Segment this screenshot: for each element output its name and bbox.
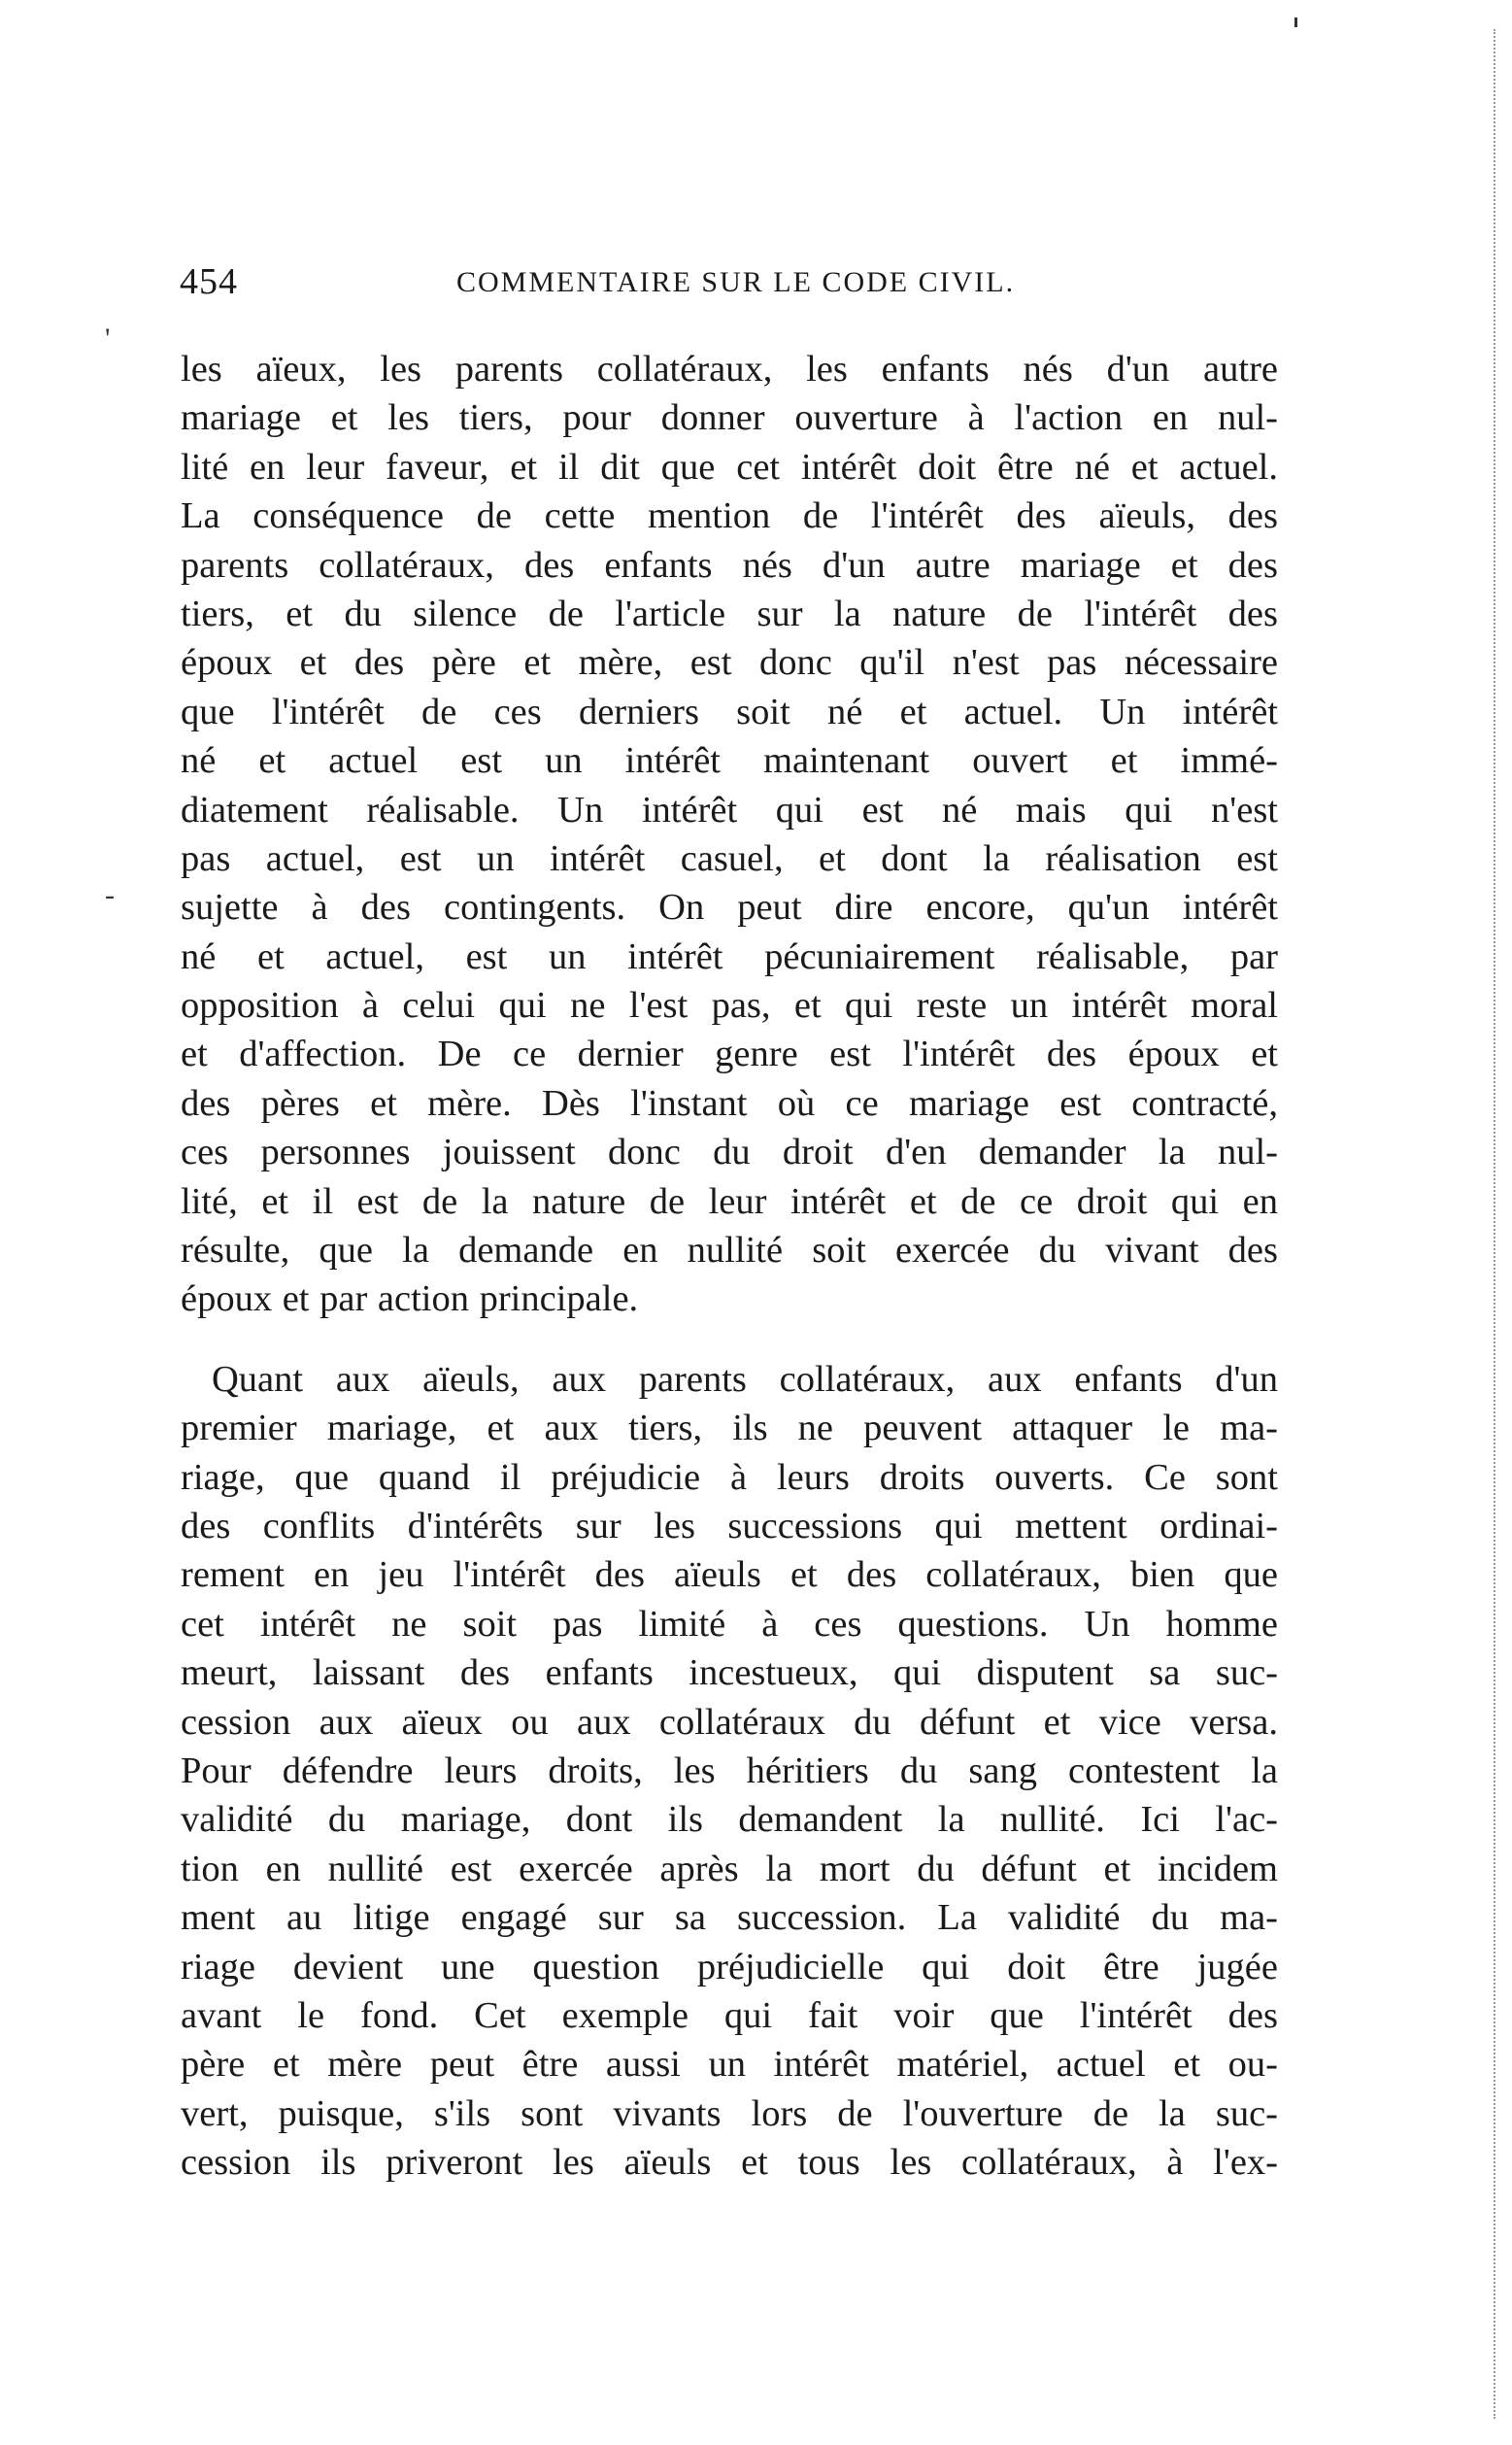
- margin-mark: -: [105, 879, 115, 911]
- running-head: COMMENTAIRE SUR LE CODE CIVIL.: [456, 266, 1016, 298]
- page-edge-mark: [1294, 17, 1297, 27]
- text-line: cession ils priveront les aïeuls et tous les collatéraux, à l'ex-: [181, 2142, 1278, 2184]
- paragraph-1: [181, 345, 1278, 1324]
- text-line: cet intérêt ne soit pas limité à ces questions. Un homme: [181, 1603, 1278, 1645]
- margin-mark: ': [105, 323, 111, 355]
- text-line: les aïeux, les parents collatéraux, les enfants nés d'un autre: [181, 349, 1278, 390]
- text-line: parents collatéraux, des enfants nés d'un autre mariage et des: [181, 544, 1278, 586]
- text-line: que l'intérêt de ces derniers soit né et actuel. Un intérêt: [181, 691, 1278, 732]
- paragraph-2: [181, 1355, 1278, 2188]
- text-line: né et actuel, est un intérêt pécuniairement réalisable, par: [181, 935, 1278, 977]
- paragraph-gap: [181, 1324, 1278, 1355]
- text-line: des conflits d'intérêts sur les successions qui mettent ordinai-: [181, 1505, 1278, 1546]
- text-line: né et actuel est un intérêt maintenant ouvert et immé-: [181, 740, 1278, 782]
- text-line: ment au litige engagé sur sa succession. La validité du ma-: [181, 1897, 1278, 1939]
- text-line: vert, puisque, s'ils sont vivants lors de l'ouverture de la suc-: [181, 2092, 1278, 2134]
- text-line: tiers, et du silence de l'article sur la nature de l'intérêt des: [181, 593, 1278, 634]
- page-header: [180, 260, 1292, 319]
- text-line: riage devient une question préjudicielle qui doit être jugée: [181, 1946, 1278, 1987]
- page-number: 454: [180, 261, 238, 302]
- text-line: avant le fond. Cet exemple qui fait voir que l'intérêt des: [181, 1994, 1278, 2036]
- text-line: diatement réalisable. Un intérêt qui est né mais qui n'est: [181, 789, 1278, 831]
- text-line: opposition à celui qui ne l'est pas, et qui reste un intérêt moral: [181, 985, 1278, 1027]
- text-line: résulte, que la demande en nullité soit exercée du vivant des: [181, 1230, 1278, 1272]
- text-line: et d'affection. De ce dernier genre est l'intérêt des époux et: [181, 1034, 1278, 1075]
- text-line: meurt, laissant des enfants incestueux, qui disputent sa suc-: [181, 1652, 1278, 1694]
- body-text: [181, 345, 1278, 2187]
- text-line: mariage et les tiers, pour donner ouverture à l'action en nul-: [181, 397, 1278, 439]
- text-line: sujette à des contingents. On peut dire encore, qu'un intérêt: [181, 887, 1278, 929]
- text-line: cession aux aïeux ou aux collatéraux du défunt et vice versa.: [181, 1701, 1278, 1743]
- text-line: père et mère peut être aussi un intérêt matériel, actuel et ou-: [181, 2044, 1278, 2086]
- page-edge-line: [1494, 29, 1495, 2419]
- text-line: des pères et mère. Dès l'instant où ce mariage est contracté,: [181, 1082, 1278, 1124]
- text-line: lité en leur faveur, et il dit que cet intérêt doit être né et actuel.: [181, 446, 1278, 488]
- text-line: Pour défendre leurs droits, les héritiers du sang contestent la: [181, 1749, 1278, 1791]
- text-line: lité, et il est de la nature de leur intérêt et de ce droit qui en: [181, 1180, 1278, 1222]
- text-line: riage, que quand il préjudicie à leurs droits ouverts. Ce sont: [181, 1456, 1278, 1498]
- text-line: époux et par action principale.: [181, 1278, 639, 1320]
- text-line: La conséquence de cette mention de l'intérêt des aïeuls, des: [181, 495, 1278, 537]
- text-line: ces personnes jouissent donc du droit d'en demander la nul-: [181, 1132, 1278, 1173]
- text-line: rement en jeu l'intérêt des aïeuls et des collatéraux, bien que: [181, 1554, 1278, 1596]
- text-line: premier mariage, et aux tiers, ils ne peuvent attaquer le ma-: [181, 1408, 1278, 1449]
- text-line: tion en nullité est exercée après la mort du défunt et incidem: [181, 1848, 1278, 1889]
- text-line: validité du mariage, dont ils demandent la nullité. Ici l'ac-: [181, 1799, 1278, 1841]
- text-line: époux et des père et mère, est donc qu'il n'est pas nécessaire: [181, 642, 1278, 684]
- text-line: Quant aux aïeuls, aux parents collatéraux, aux enfants d'un: [212, 1358, 1278, 1400]
- text-line: pas actuel, est un intérêt casuel, et dont la réalisation est: [181, 837, 1278, 879]
